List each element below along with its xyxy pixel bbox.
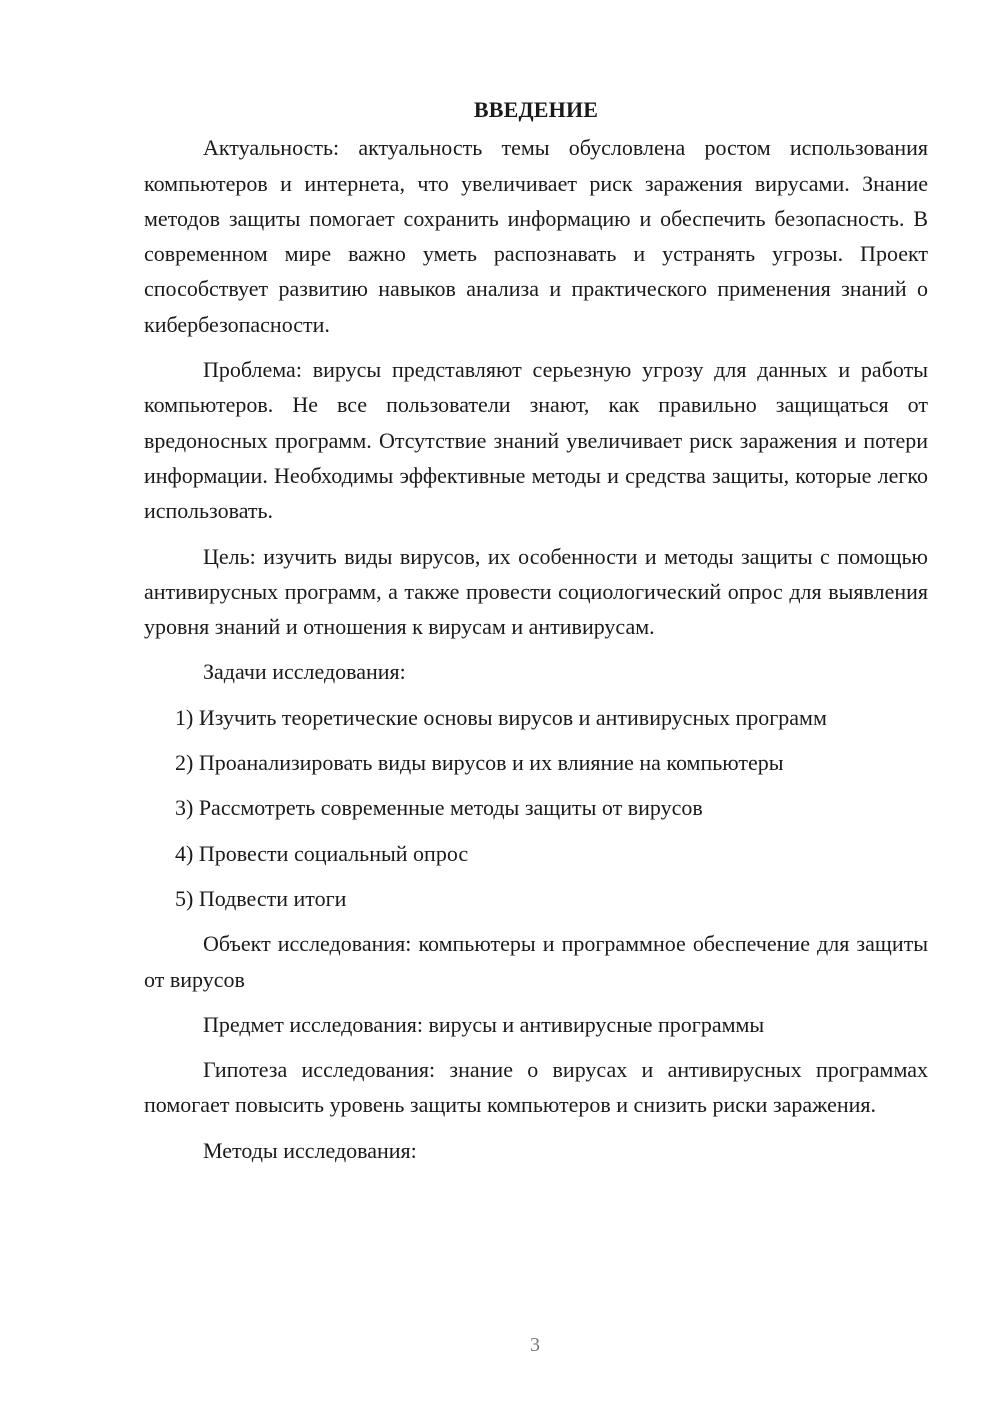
list-item: 2) Проанализировать виды вирусов и их влияние на компьютеры <box>175 750 784 776</box>
goal-paragraph: Цель: изучить виды вирусов, их особенности и методы защиты с помощью антивирусных программ, а также провести социологический опрос для выявления уровня знаний и отношения к вирусам и антивирусам. <box>144 543 928 640</box>
object-paragraph: Объект исследования: компьютеры и программное обеспечение для защиты от вирусов <box>144 931 928 992</box>
document-title: ВВЕДЕНИЕ <box>473 97 599 122</box>
list-item: 4) Провести социальный опрос <box>175 840 469 866</box>
relevance-paragraph: Актуальность: актуальность темы обусловлена ростом использования компьютеров и интернета, что увеличивает риск заражения вирусами. Знание методов защиты помогает сохранить информацию и обеспечить безопасность. В современном мире важно уметь распознавать и устранять угрозы. Проект способствует развитию навыков анализа и практического применения знаний о кибербезопасности. <box>144 135 928 337</box>
hypothesis-paragraph: Гипотеза исследования: знание о вирусах и антивирусных программах помогает повысить уровень защиты компьютеров и снизить риски заражения. <box>144 1057 928 1118</box>
problem-paragraph: Проблема: вирусы представляют серьезную угрозу для данных и работы компьютеров. Не все пользователи знают, как правильно защищаться от вредоносных программ. Отсутствие знаний увеличивает риск заражения и потери информации. Необходимы эффективные методы и средства защиты, которые легко использовать. <box>144 357 928 524</box>
methods-heading: Методы исследования: <box>203 1137 417 1163</box>
tasks-list <box>144 700 928 916</box>
tasks-heading: Задачи исследования: <box>203 659 406 685</box>
document-page <box>144 92 928 1178</box>
list-item: 3) Рассмотреть современные методы защиты от вирусов <box>175 795 703 821</box>
list-item: 5) Подвести итоги <box>175 885 347 911</box>
subject-paragraph: Предмет исследования: вирусы и антивирусные программы <box>203 1011 765 1037</box>
list-item: 1) Изучить теоретические основы вирусов и антивирусных программ <box>175 704 827 730</box>
page-number: 3 <box>530 1334 540 1356</box>
